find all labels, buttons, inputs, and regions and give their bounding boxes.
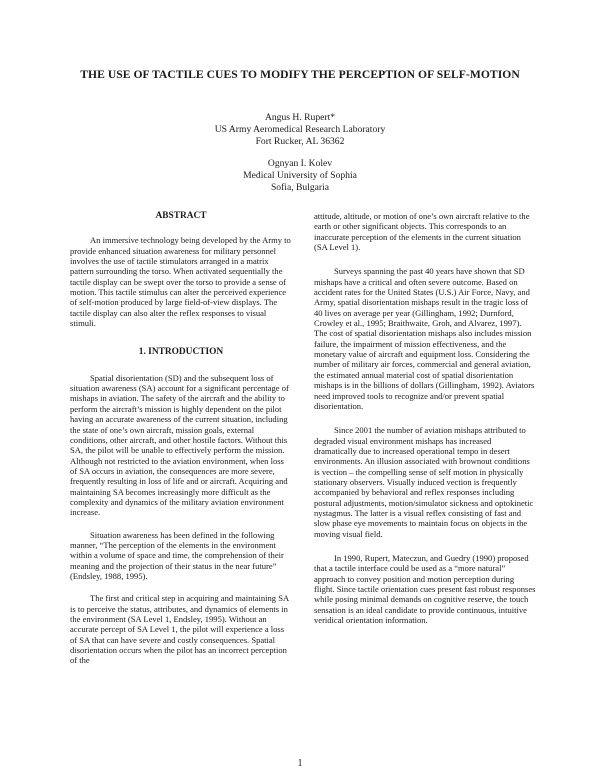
abstract-text: An immersive technology being developed by the Army to provide enhanced situation awareness for military personnel involves the use of tactile stimulators arranged in a matrix pattern surrounding the torso. When activated sequentially the tactile display can be swept over the torso to provide a sense of motion. This tactile stimulus can alter the perceived experience of self-motion produced by large field-of-view displays. The tactile display can also alter the reflex responses to visual stimuli. — [70, 235, 291, 329]
body-paragraph: In 1990, Rupert, Mateczun, and Guedry (1990) proposed that a tactile interface could be used as a “more natural” approach to convey position and motion perception during flight. Since tactile orientation cues present fast robust responses while posing minimal demands on cognitive reserve, the touch sensation is an ideal candidate to provide continuous, intuitive veridical orientation information. — [314, 552, 536, 626]
paper-title: THE USE OF TACTILE CUES TO MODIFY THE PERCEPTION OF SELF-MOTION — [80, 68, 520, 81]
right-column — [314, 211, 536, 625]
abstract-heading: ABSTRACT — [155, 211, 207, 221]
body-paragraph: The first and critical step in acquiring and maintaining SA is to perceive the status, attributes, and dynamics of elements in the environment (SA Level 1, Endsley, 1995). Without an accurate percept of SA Level 1, the pilot will experience a loss of SA that can have severe and costly consequences. Spatial disorientation occurs when the pilot has an incorrect perception of the — [70, 593, 289, 666]
body-paragraph: Since 2001 the number of aviation mishaps attributed to degraded visual environment mishaps has increased dramatically due to increased operational tempo in desert environments. An illusion associated with brownout conditions is vection – the compelling sense of self motion in physically stationary observers. Visually induced vection is frequently accompanied by behavioral and reflex responses including postural adjustments, motion/simulator sickness and optokinetic nystagmus. The latter is a visual reflex consisting of fast and slow phase eye movements to maintain focus on objects in the moving visual field. — [314, 425, 534, 539]
author-affiliation: US Army Aeromedical Research Laboratory — [214, 124, 386, 135]
author-name: Ognyan I. Kolev — [267, 158, 333, 169]
body-paragraph: Situation awareness has been defined in the following manner, “The perception of the elements in the environment within a volume of space and time, the comprehension of their meaning and the projection of their status in the near future” (Endsley, 1988, 1995). — [70, 529, 284, 581]
page-number: 1 — [297, 758, 303, 769]
author-location: Sofia, Bulgaria — [270, 182, 330, 193]
author-block — [100, 112, 500, 194]
author-affiliation: Medical University of Sophia — [243, 170, 357, 181]
author-name: Angus H. Rupert* — [264, 112, 336, 123]
author-location: Fort Rucker, AL 36362 — [255, 136, 345, 147]
introduction-heading: 1. INTRODUCTION — [138, 347, 224, 358]
body-paragraph: Spatial disorientation (SD) and the subsequent loss of situation awareness (SA) account for a significant percentage of mishaps in aviation. The safety of the aircraft and the ability to perform the aircraft’s mission is highly dependent on the pilot having an accurate awareness of the current situation, including the state of one’s own aircraft, mission goals, external conditions, other aircraft, and other hostile factors. Without this SA, the pilot will be unable to effectively perform the mission. Although not restricted to the aviation environment, when loss of SA occurs in aviation, the consequences are more severe, frequently resulting in loss of life and or aircraft. Acquiring and maintaining SA becomes increasingly more difficult as the complexity and dynamics of the military aviation environment increase. — [70, 372, 289, 518]
body-paragraph: Surveys spanning the past 40 years have shown that SD mishaps have a critical and often severe outcome. Based on accident rates for the United States (U.S.) Air Force, Navy, and Army, spatial disorientation mishaps result in the tragic loss of 40 lives on average per year (Gillingham, 1992; Durnford, Crowley et al., 1995; Braithwaite, Groh, and Alvarez, 1997). The cost of spatial disorientation mishaps also includes mission failure, the impairment of mission effectiveness, and the monetary value of aircraft and equipment loss. Considering the number of military air forces, commercial and general aviation, the estimated annual material cost of spatial disorientation mishaps is in the billions of dollars (Gillingham, 1992). Aviators need improved tools to recognize and/or prevent spatial disorientation. — [314, 266, 535, 411]
body-paragraph-continuation: attitude, altitude, or motion of one’s own aircraft relative to the earth or other significant objects. This corresponds to an inaccurate perception of the elements in the current situation (SA Level 1). — [314, 211, 530, 253]
left-column — [70, 211, 292, 666]
